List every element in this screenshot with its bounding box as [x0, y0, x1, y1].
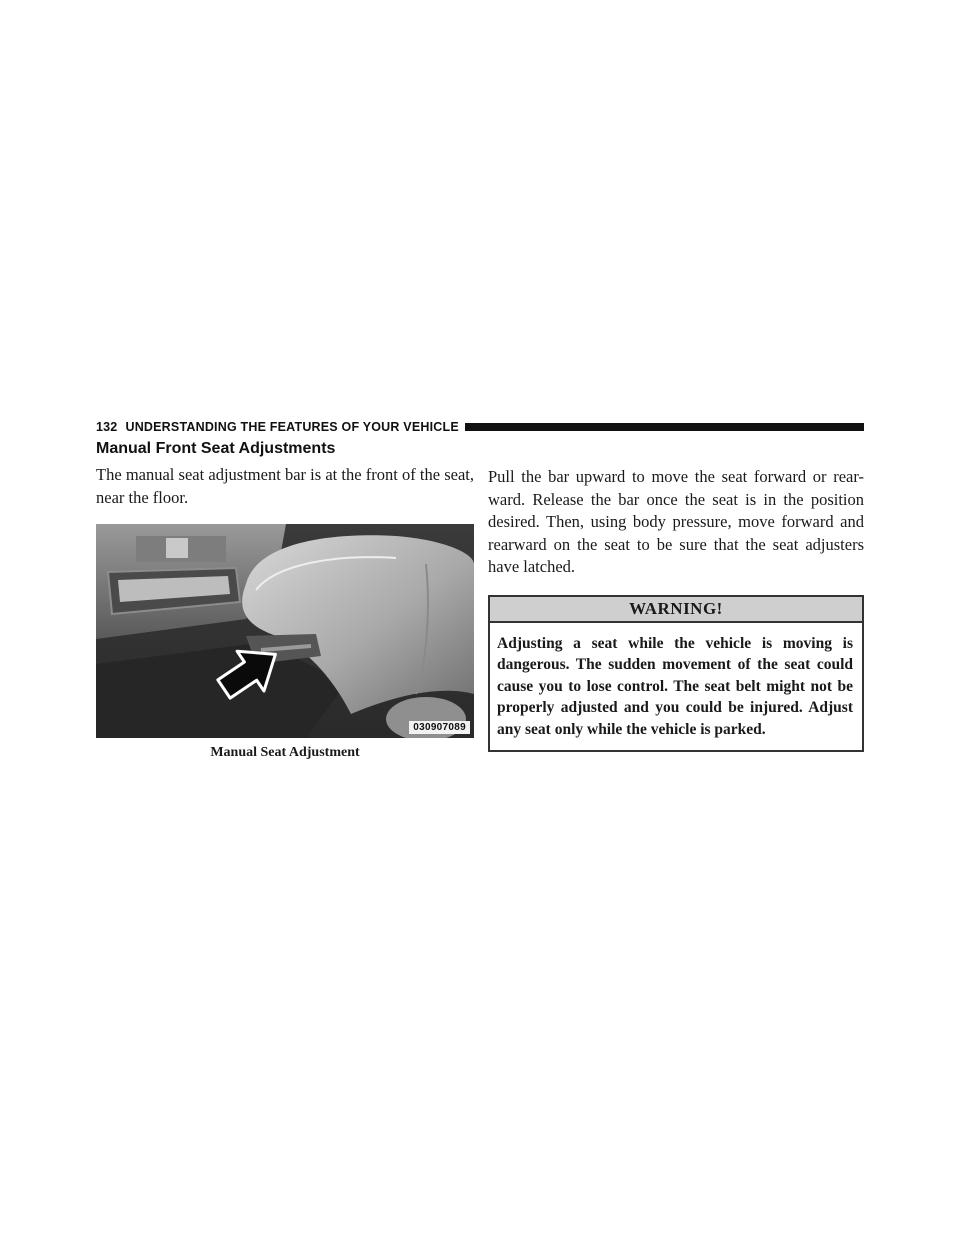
page-number: 132	[96, 420, 118, 434]
right-column	[488, 466, 864, 752]
warning-text: Adjusting a seat while the vehicle is moving is dangerous. The sudden movement of the seat could cause you to lose control. The seat belt might not be properly adjusted and you could be injured. Adjust any seat only while the vehicle is parked.	[497, 634, 853, 738]
section-heading: Manual Front Seat Adjustments	[96, 440, 336, 457]
warning-box	[488, 595, 864, 753]
chapter-title: UNDERSTANDING THE FEATURES OF YOUR VEHICLE	[125, 420, 459, 434]
intro-paragraph: The manual seat adjustment bar is at the front of the seat, near the floor.	[96, 465, 474, 507]
seat-adjustment-photo	[96, 524, 474, 738]
page-header	[96, 418, 864, 436]
warning-title: WARNING!	[490, 597, 862, 623]
instructions-paragraph: Pull the bar upward to move the seat forward or rear-ward. Release the bar once the seat is in the position desired. Then, using body pressure, move forward and rearward on the seat to be sure that the seat adjusters have latched.	[488, 467, 864, 576]
left-column	[96, 440, 474, 761]
figure-caption: Manual Seat Adjustment	[210, 745, 360, 760]
header-rule	[465, 423, 864, 431]
seat-illustration	[96, 524, 474, 738]
figure-code: 030907089	[409, 721, 470, 734]
